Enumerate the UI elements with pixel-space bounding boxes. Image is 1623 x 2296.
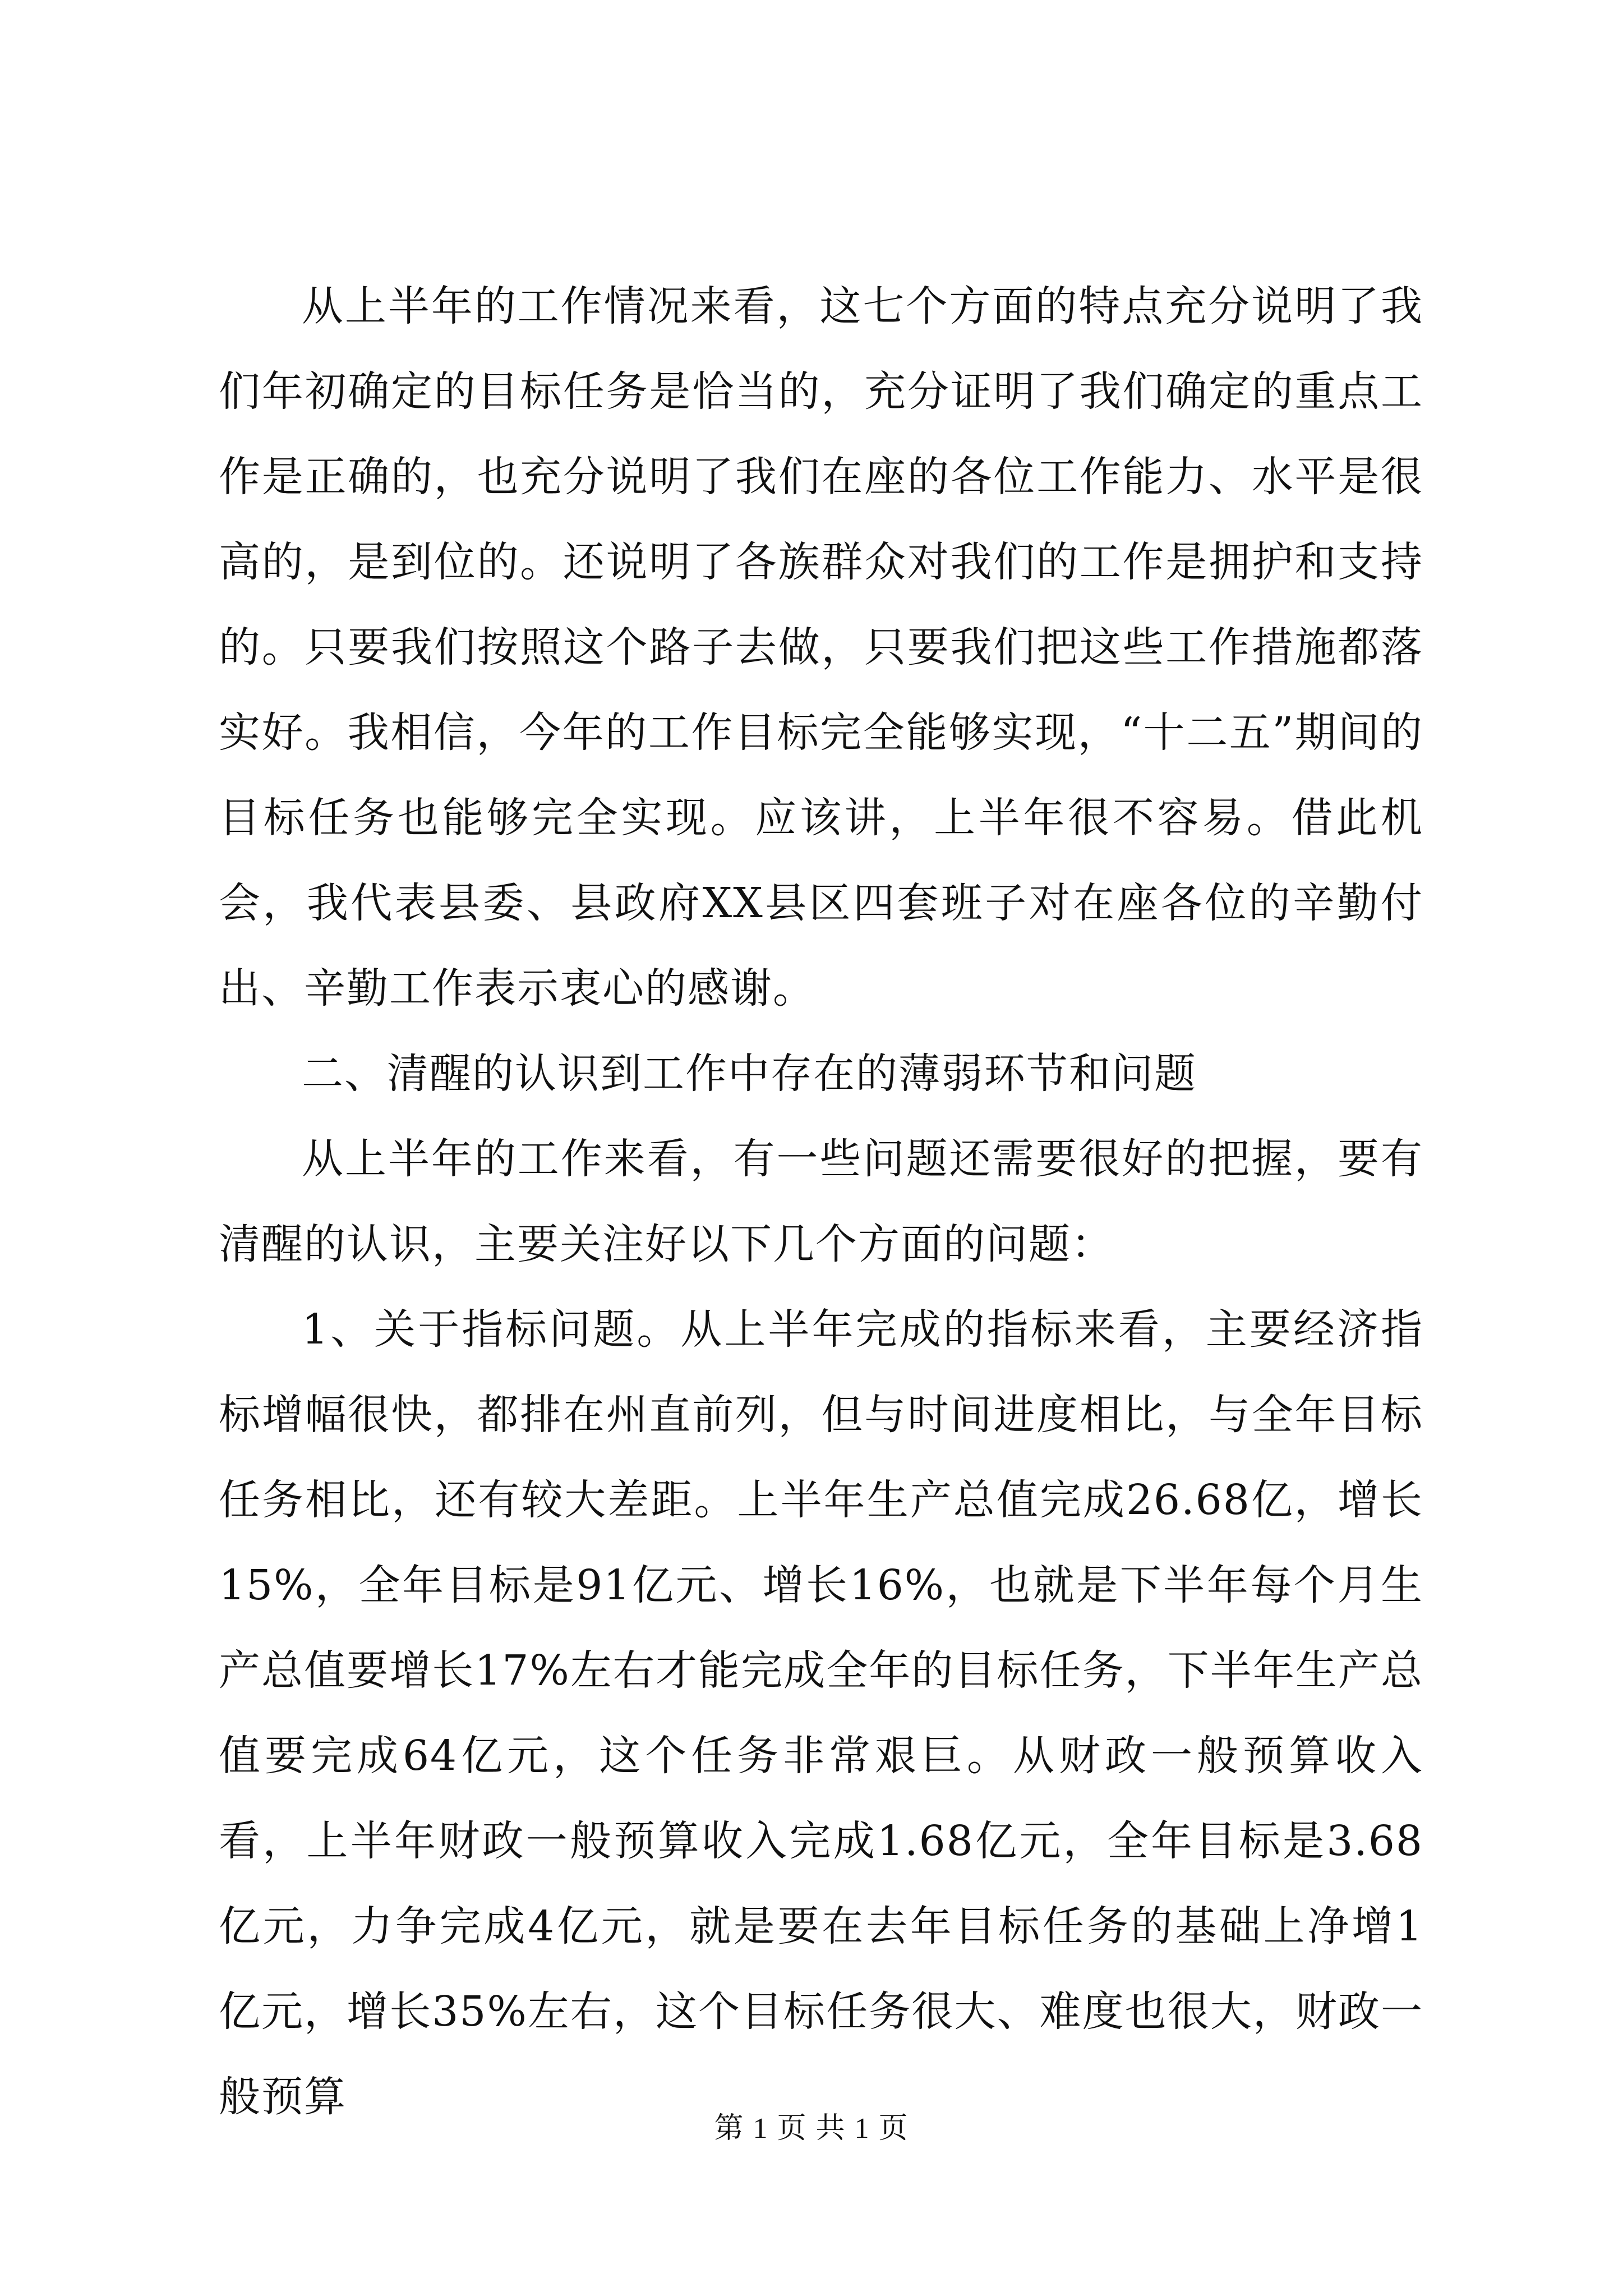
paragraph-summary: 从上半年的工作情况来看，这七个方面的特点充分说明了我们年初确定的目标任务是恰当的，充分证明了我们确定的重点工作是正确的，也充分说明了我们在座的各位工作能力、水平是很高的，是到位的。还说明了各族群众对我们的工作是拥护和支持的。只要我们按照这个路子去做，只要我们把这些工作措施都落实好。我相信，今年的工作目标完全能够实现，“十二五”期间的目标任务也能够完全实现。应该讲，上半年很不容易。借此机会，我代表县委、县政府XX县区四套班子对在座各位的辛勤付出、辛勤工作表示衷心的感谢。	[219, 282, 1423, 1013]
page-footer: 第 1 页 共 1 页	[714, 2113, 909, 2145]
paragraph-intro: 从上半年的工作来看，有一些问题还需要很好的把握，要有清醒的认识，主要关注好以下几个方面的问题：	[219, 1135, 1423, 1268]
paragraph-indicators: 1、关于指标问题。从上半年完成的指标来看，主要经济指标增幅很快，都排在州直前列，但与时间进度相比，与全年目标任务相比，还有较大差距。上半年生产总值完成26.68亿，增长15%，全年目标是91亿元、增长16%，也就是下半年每个月生产总值要增长17%左右才能完成全年的目标任务，下半年生产总值要完成64亿元，这个任务非常艰巨。从财政一般预算收入看，上半年财政一般预算收入完成1.68亿元，全年目标是3.68亿元，力争完成4亿元，就是要在去年目标任务的基础上净增1亿元，增长35%左右，这个目标任务很大、难度也很大，财政一般预算	[219, 1305, 1423, 2121]
section-heading: 二、清醒的认识到工作中存在的薄弱环节和问题	[302, 1050, 1197, 1098]
document-body	[219, 264, 1423, 2139]
